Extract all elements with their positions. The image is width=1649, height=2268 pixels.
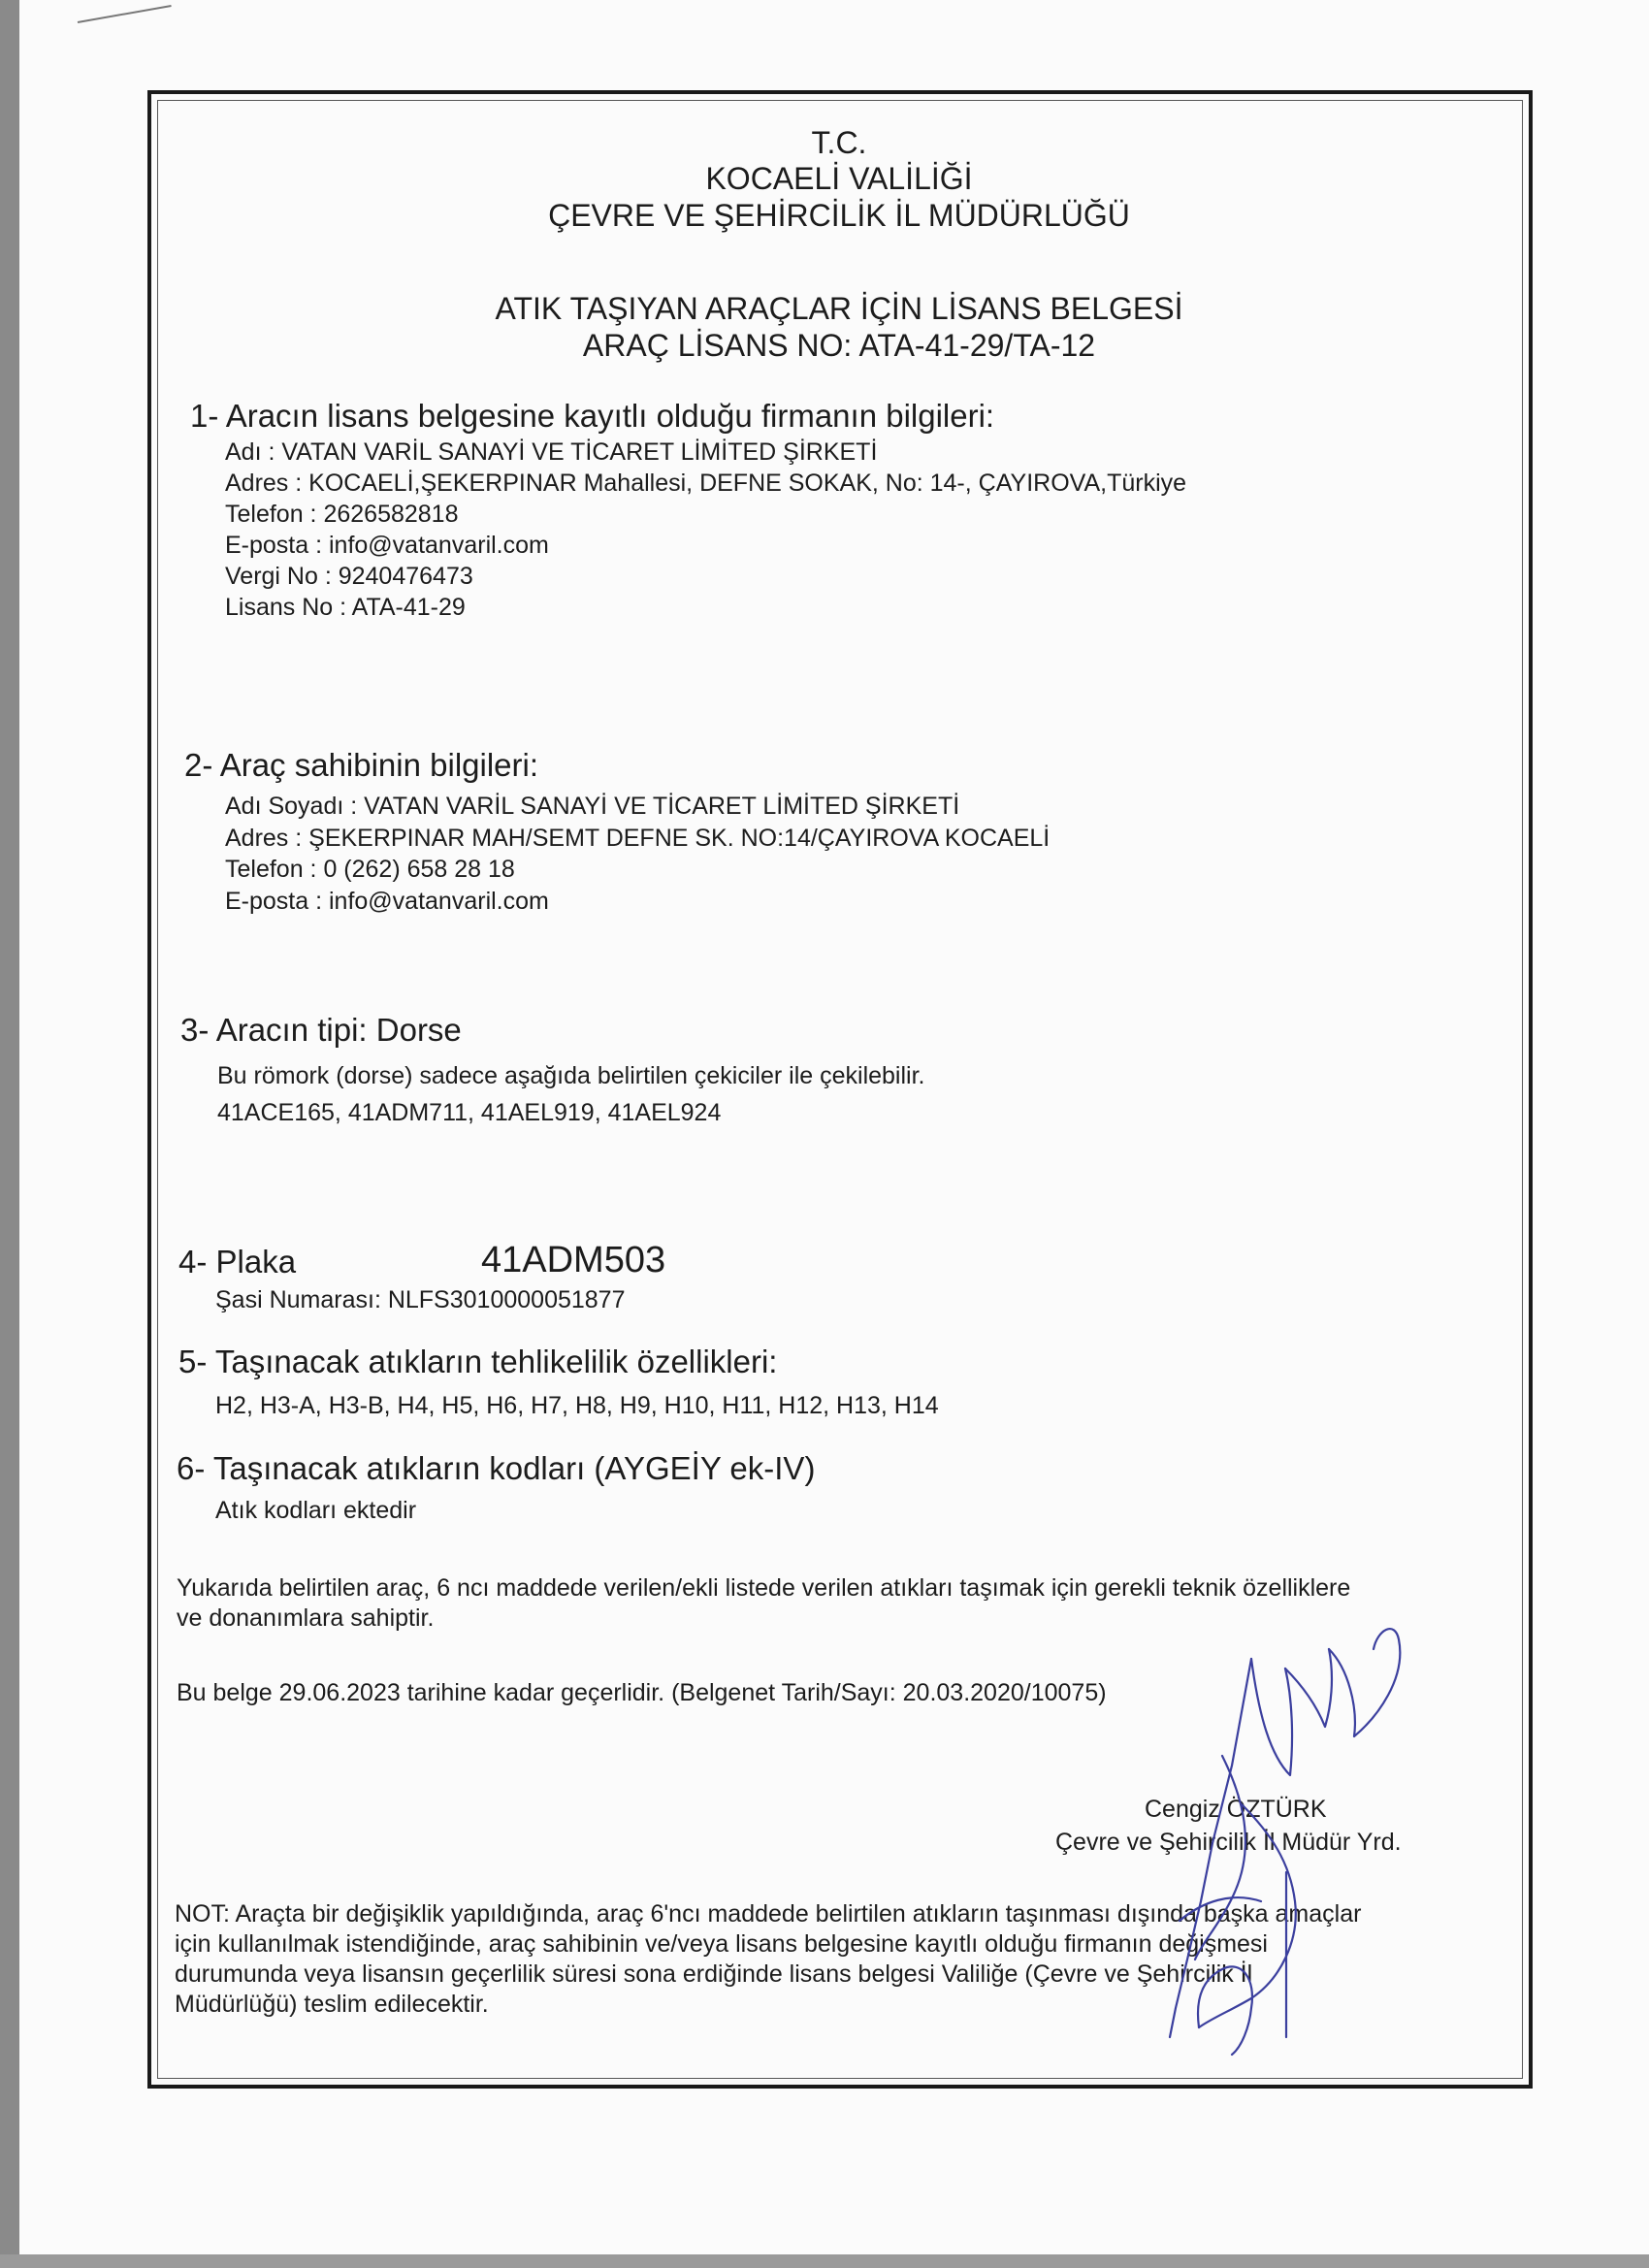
note-line3: durumunda veya lisansın geçerlilik süresi sona erdiğinde lisans belgesi Valiliğe (Çevre ve Şehircilik İl	[175, 1960, 1253, 1988]
section2-email: E-posta : info@vatanvaril.com	[225, 888, 549, 915]
document-title: ATIK TAŞIYAN ARAÇLAR İÇİN LİSANS BELGESİ	[495, 291, 1183, 326]
chassis-number: Şasi Numarası: NLFS3010000051877	[215, 1286, 626, 1313]
section1-address: Adres : KOCAELİ,ŞEKERPINAR Mahallesi, DEFNE SOKAK, No: 14-, ÇAYIROVA,Türkiye	[225, 470, 1187, 497]
scan-pen-mark	[78, 5, 172, 23]
note-line2: için kullanılmak istendiğinde, araç sahibinin ve/veya lisans belgesine kayıtlı olduğu firmanın değişmesi	[175, 1930, 1268, 1958]
statement-line1: Yukarıda belirtilen araç, 6 ncı maddede verilen/ekli listede verilen atıkları taşımak için gerekli teknik özelliklere	[177, 1574, 1351, 1602]
signatory-title: Çevre ve Şehircilik İl Müdür Yrd.	[1055, 1829, 1402, 1856]
waste-codes: Atık kodları ektedir	[215, 1497, 417, 1524]
section5-title: 5- Taşınacak atıkların tehlikelilik özellikleri:	[178, 1344, 778, 1379]
section1-name: Adı : VATAN VARİL SANAYİ VE TİCARET LİMİTED ŞİRKETİ	[225, 438, 878, 466]
section1-license-no: Lisans No : ATA-41-29	[225, 594, 466, 621]
section2-title: 2- Araç sahibinin bilgileri:	[184, 747, 539, 783]
handwritten-signature	[1086, 1610, 1455, 2057]
section1-phone: Telefon : 2626582818	[225, 501, 459, 528]
section1-email: E-posta : info@vatanvaril.com	[225, 532, 549, 559]
section3-title: 3- Aracın tipi: Dorse	[180, 1012, 462, 1048]
hazard-properties: H2, H3-A, H3-B, H4, H5, H6, H7, H8, H9, H10, H11, H12, H13, H14	[215, 1392, 939, 1419]
signatory-name: Cengiz ÖZTÜRK	[1145, 1796, 1327, 1823]
note-line4: Müdürlüğü) teslim edilecektir.	[175, 1991, 489, 2018]
scan-edge-left	[0, 0, 19, 2268]
section4-title: 4- Plaka	[178, 1244, 297, 1280]
section3-tractors: 41ACE165, 41ADM711, 41AEL919, 41AEL924	[217, 1099, 722, 1126]
section6-title: 6- Taşınacak atıkların kodları (AYGEİY ek-IV)	[177, 1450, 816, 1486]
section1-title: 1- Aracın lisans belgesine kayıtlı olduğu firmanın bilgileri:	[190, 398, 995, 434]
header-tc: T.C.	[811, 125, 867, 160]
plate-number: 41ADM503	[481, 1240, 666, 1280]
scan-edge-bottom	[0, 2254, 1649, 2268]
section2-owner: Adı Soyadı : VATAN VARİL SANAYİ VE TİCARET LİMİTED ŞİRKETİ	[225, 793, 960, 820]
header-valilik: KOCAELİ VALİLİĞİ	[705, 161, 973, 196]
header-mudurluk: ÇEVRE VE ŞEHİRCİLİK İL MÜDÜRLÜĞÜ	[548, 198, 1130, 233]
statement-line2: ve donanımlara sahiptir.	[177, 1604, 435, 1632]
section2-phone: Telefon : 0 (262) 658 28 18	[225, 856, 515, 883]
note-line1: NOT: Araçta bir değişiklik yapıldığında, araç 6'ncı maddede belirtilen atıkların taşınması dışında başka amaçlar	[175, 1900, 1362, 1928]
section1-tax-no: Vergi No : 9240476473	[225, 563, 473, 590]
license-number: ARAÇ LİSANS NO: ATA-41-29/TA-12	[582, 328, 1096, 363]
section3-description: Bu römork (dorse) sadece aşağıda belirtilen çekiciler ile çekilebilir.	[217, 1062, 925, 1089]
section2-address: Adres : ŞEKERPINAR MAH/SEMT DEFNE SK. NO:14/ÇAYIROVA KOCAELİ	[225, 825, 1051, 852]
validity-text: Bu belge 29.06.2023 tarihine kadar geçerlidir. (Belgenet Tarih/Sayı: 20.03.2020/10075)	[177, 1679, 1107, 1706]
